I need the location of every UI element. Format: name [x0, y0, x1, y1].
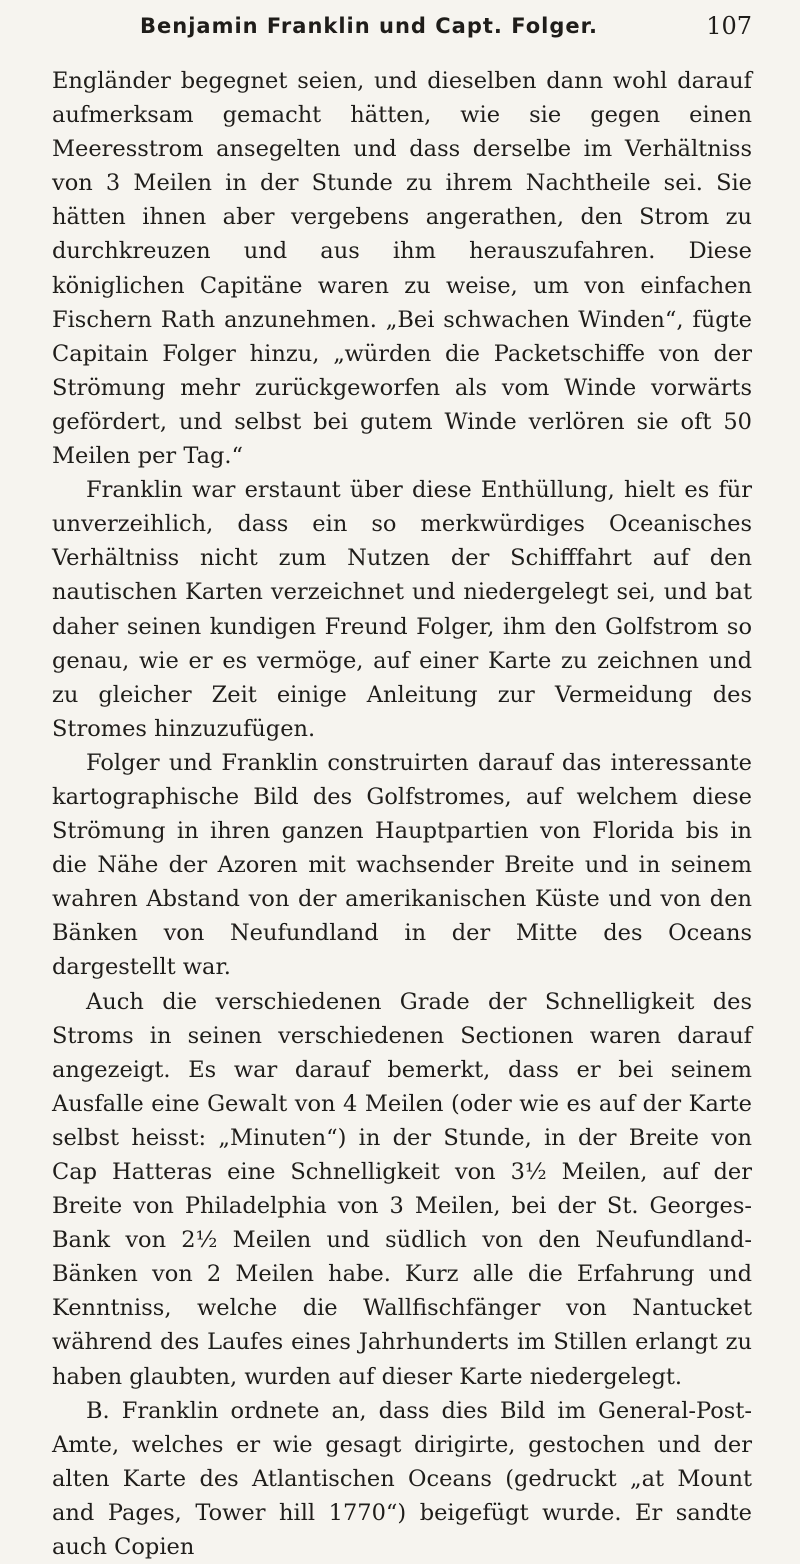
paragraph-continuation: Engländer begegnet seien, und dieselben dann wohl darauf aufmerksam gemacht hätten, wie sie gegen einen Meeresstrom ansegelten und dass derselbe im Verhältniss von 3 Meilen in der Stunde zu ihrem Nachtheile sei. Sie hätten ihnen aber vergebens angerathen, den Strom zu durchkreuzen und aus ihm herauszufahren. Diese königlichen Capitäne waren zu weise, um von einfachen Fischern Rath anzunehmen. „Bei schwachen Winden“, fügte Capitain Folger hinzu, „würden die Packetschiffe von der Strömung mehr zurückgeworfen als vom Winde vorwärts gefördert, und selbst bei gutem Winde verlören sie oft 50 Meilen per Tag.“	[52, 68, 752, 470]
body-text	[52, 64, 752, 1564]
running-header	[52, 14, 752, 50]
paragraph-current-speeds: Auch die verschiedenen Grade der Schnelligkeit des Stroms in seinen verschiedenen Sectionen waren darauf angezeigt. Es war darauf bemerkt, dass er bei seinem Ausfalle eine Gewalt von 4 Meilen (oder wie es auf der Karte selbst heisst: „Minuten“) in der Stunde, in der Breite von Cap Hatteras eine Schnelligkeit von 3½ Meilen, auf der Breite von Philadelphia von 3 Meilen, bei der St. Georges-Bank von 2½ Meilen und südlich von den Neufundland-Bänken von 2 Meilen habe. Kurz alle die Erfahrung und Kenntniss, welche die Wallfischfänger von Nantucket während des Laufes eines Jahrhunderts im Stillen erlangt zu haben glaubten, wurden auf dieser Karte niedergelegt.	[52, 988, 752, 1390]
paragraph-franklin-astonished: Franklin war erstaunt über diese Enthüllung, hielt es für unverzeihlich, dass ein so merkwürdiges Oceanisches Verhältniss nicht zum Nutzen der Schifffahrt auf den nautischen Karten verzeichnet und niedergelegt sei, und bat daher seinen kundigen Freund Folger, ihm den Golfstrom so genau, wie er es vermöge, auf einer Karte zu zeichnen und zu gleicher Zeit einige Anleitung zur Vermeidung des Stromes hinzuzufügen.	[52, 477, 752, 742]
paragraph-engraving: B. Franklin ordnete an, dass dies Bild im General-Post-Amte, welches er wie gesagt dirigirte, gestochen und der alten Karte des Atlantischen Oceans (gedruckt „at Mount and Pages, Tower hill 1770“) beigefügt wurde. Er sandte auch Copien	[52, 1397, 752, 1561]
paragraph-chart-construction: Folger und Franklin construirten darauf das interessante kartographische Bild des Golfstromes, auf welchem diese Strömung in ihren ganzen Hauptpartien von Florida bis in die Nähe der Azoren mit wachsender Breite und in seinem wahren Abstand von der amerikanischen Küste und von den Bänken von Neufundland in der Mitte des Oceans dargestellt war.	[52, 749, 752, 981]
book-page	[52, 14, 752, 1564]
running-title: Benjamin Franklin und Capt. Folger.	[140, 14, 598, 38]
page-number: 107	[706, 12, 752, 40]
